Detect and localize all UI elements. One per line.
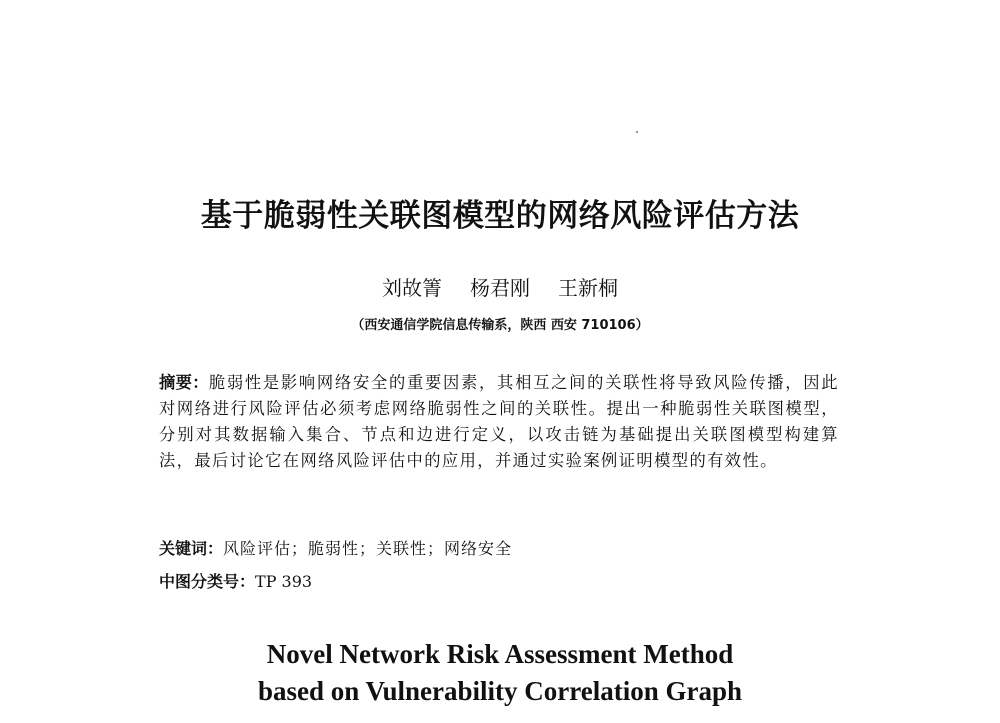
classification-line bbox=[159, 569, 312, 595]
classification-label: 中图分类号： bbox=[159, 572, 256, 591]
keywords-text: 风险评估；脆弱性；关联性；网络安全 bbox=[223, 539, 513, 558]
author-name: 刘故箐 bbox=[382, 276, 442, 300]
english-title-line: based on Vulnerability Correlation Graph bbox=[257, 676, 743, 706]
abstract-label: 摘要： bbox=[159, 373, 209, 392]
scan-speck bbox=[636, 131, 638, 133]
author-affiliation: （西安通信学院信息传输系，陕西 西安 710106） bbox=[351, 318, 649, 333]
keywords-line bbox=[159, 536, 512, 562]
classification-code: TP 393 bbox=[255, 572, 313, 591]
author-list bbox=[0, 272, 1000, 301]
abstract-text: 脆弱性是影响网络安全的重要因素，其相互之间的关联性将导致风险传播，因此对网络进行风险评估必须考虑网络脆弱性之间的关联性。提出一种脆弱性关联图模型，分别对其数据输入集合、节点和边进行定义，以攻击链为基础提出关联图模型构建算法，最后讨论它在网络风险评估中的应用，并通过实验案例证明模型的有效性。 bbox=[159, 373, 839, 470]
paper-title-chinese: 基于脆弱性关联图模型的网络风险评估方法 bbox=[200, 198, 800, 234]
english-title-line: Novel Network Risk Assessment Method bbox=[266, 639, 734, 669]
keywords-label: 关键词： bbox=[159, 539, 224, 558]
abstract-paragraph bbox=[159, 370, 839, 474]
author-name: 杨君刚 bbox=[470, 276, 530, 300]
author-name: 王新桐 bbox=[558, 276, 618, 300]
paper-title-english bbox=[0, 636, 1000, 710]
